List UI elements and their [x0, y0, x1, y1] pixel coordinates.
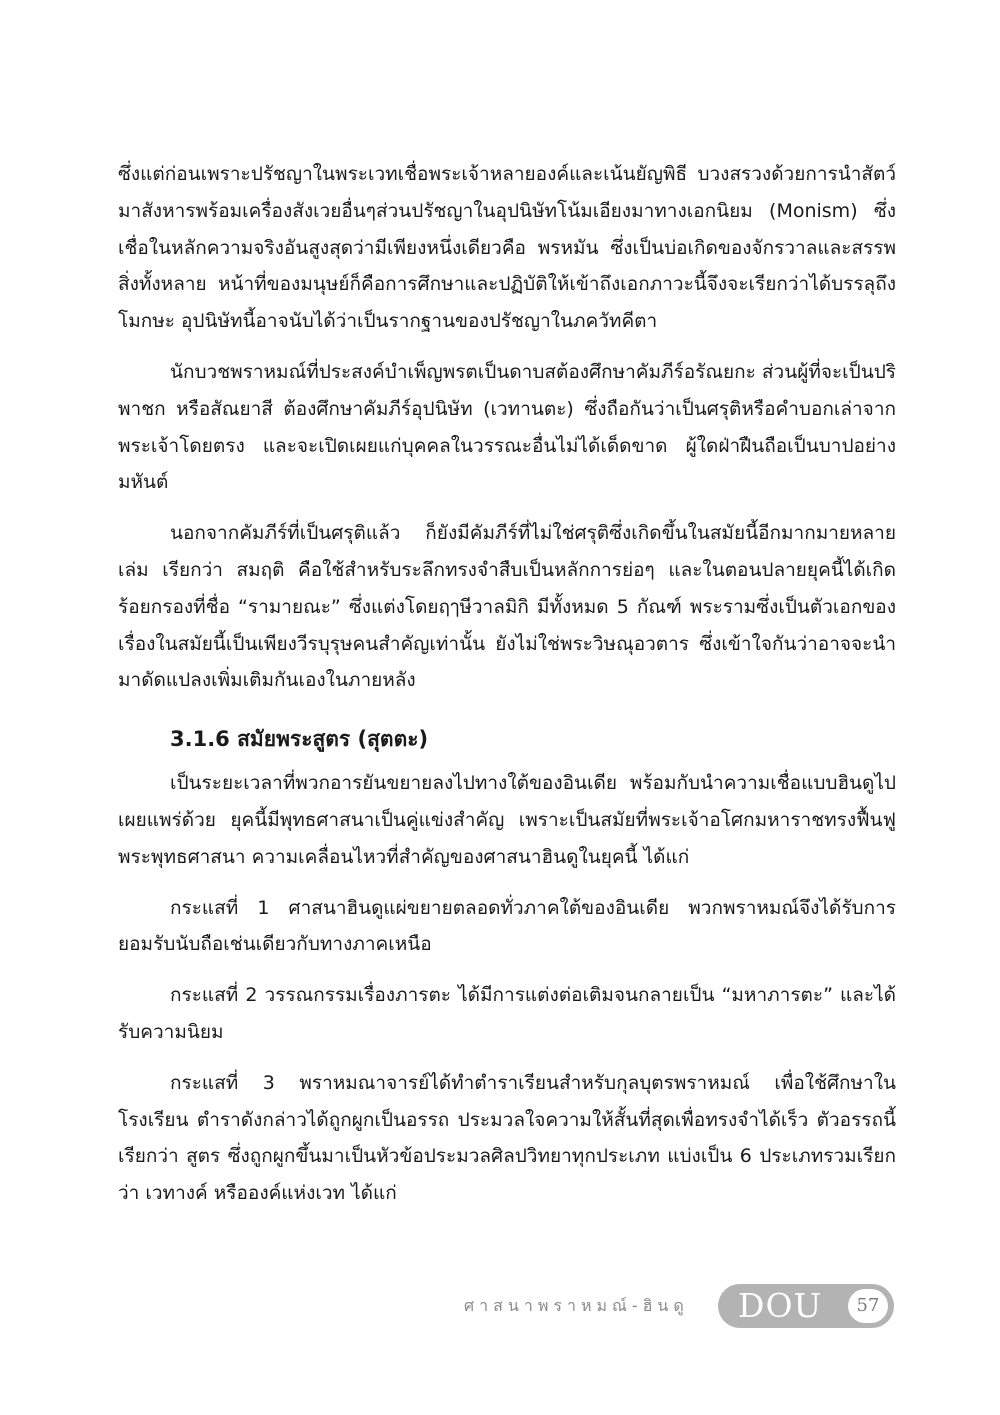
page-content	[118, 156, 896, 1226]
dou-page-badge	[718, 1284, 894, 1328]
body-paragraph-3: นอกจากคัมภีร์ที่เป็นศรุติแล้ว ก็ยังมีคัมภีร์ที่ไม่ใช่ศรุติซึ่งเกิดขึ้นในสมัยนี้อีกมากมายหลายเล่ม เรียกว่า สมฤติ คือใช้สำหรับระลึกทรงจำสืบเป็นหลักการย่อๆ และในตอนปลายยุคนี้ได้เกิดร้อยกรองที่ชื่อ “รามายณะ” ซึ่งแต่งโดยฤๅษีวาลมิกิ มีทั้งหมด 5 กัณฑ์ พระรามซึ่งเป็นตัวเอกของเรื่องในสมัยนี้เป็นเพียงวีรบุรุษคนสำคัญเท่านั้น ยังไม่ใช่พระวิษณุอวตาร ซึ่งเข้าใจกันว่าอาจจะนำมาดัดแปลงเพิ่มเติมกันเองในภายหลัง	[118, 522, 896, 692]
page-number: 57	[848, 1289, 888, 1323]
section-paragraph-2: กระแสที่ 1 ศาสนาฮินดูแผ่ขยายตลอดทั่วภาคใต้ของอินเดีย พวกพราหมณ์จึงได้รับการยอมรับนับถือเช่นเดียวกับทางภาคเหนือ	[118, 896, 896, 956]
body-paragraph-2: นักบวชพราหมณ์ที่ประสงค์บำเพ็ญพรตเป็นดาบสต้องศึกษาคัมภีร์อรัณยกะ ส่วนผู้ที่จะเป็นปริพาชก หรือสัณยาสี ต้องศึกษาคัมภีร์อุปนิษัท (เวทานตะ) ซึ่งถือกันว่าเป็นศรุติหรือคำบอกเล่าจากพระเจ้าโดยตรง และจะเปิดเผยแก่บุคคลในวรรณะอื่นไม่ได้เด็ดขาด ผู้ใดฝ่าฝืนถือเป็นบาปอย่างมหันต์	[118, 360, 896, 494]
section-paragraph-1: เป็นระยะเวลาที่พวกอารยันขยายลงไปทางใต้ของอินเดีย พร้อมกับนำความเชื่อแบบฮินดูไปเผยแพร่ด้วย ยุคนี้มีพุทธศาสนาเป็นคู่แข่งสำคัญ เพราะเป็นสมัยที่พระเจ้าอโศกมหาราชทรงฟื้นฟูพระพุทธศาสนา ความเคลื่อนไหวที่สำคัญของศาสนาฮินดูในยุคนี้ ได้แก่	[118, 772, 896, 868]
body-paragraph-1: ซึ่งแต่ก่อนเพราะปรัชญาในพระเวทเชื่อพระเจ้าหลายองค์และเน้นยัญพิธี บวงสรวงด้วยการนำสัตว์มาสังหารพร้อมเครื่องสังเวยอื่นๆส่วนปรัชญาในอุปนิษัทโน้มเอียงมาทางเอกนิยม (Monism) ซึ่งเชื่อในหลักความจริงอันสูงสุดว่ามีเพียงหนึ่งเดียวคือ พรหมัน ซึ่งเป็นบ่อเกิดของจักรวาลและสรรพสิ่งทั้งหลาย หน้าที่ของมนุษย์ก็คือการศึกษาและปฏิบัติให้เข้าถึงเอกภาวะนี้จึงจะเรียกว่าได้บรรลุถึงโมกษะ อุปนิษัทนี้อาจนับได้ว่าเป็นรากฐานของปรัชญาในภควัทคีตา	[118, 163, 896, 333]
section-paragraph-4: กระแสที่ 3 พราหมณาจารย์ได้ทำตำราเรียนสำหรับกุลบุตรพราหมณ์ เพื่อใช้ศึกษาในโรงเรียน ตำราดังกล่าวได้ถูกผูกเป็นอรรถ ประมวลใจความให้สั้นที่สุดเพื่อทรงจำได้เร็ว ตัวอรรถนี้เรียกว่า สูตร ซึ่งถูกผูกขึ้นมาเป็นหัวข้อประมวลศิลปวิทยาทุกประเภท แบ่งเป็น 6 ประเภทรวมเรียกว่า เวทางค์ หรือองค์แห่งเวท ได้แก่	[118, 1071, 896, 1205]
running-title: ศาสนาพราหมณ์-ฮินดู	[464, 1296, 689, 1315]
dou-logo: DOU	[738, 1286, 823, 1325]
section-heading: 3.1.6 สมัยพระสูตร (สุตตะ)	[170, 727, 429, 752]
section-paragraph-3: กระแสที่ 2 วรรณกรรมเรื่องภารตะ ได้มีการแต่งต่อเติมจนกลายเป็น “มหาภารตะ” และได้รับความนิยม	[118, 984, 896, 1043]
page-footer	[440, 1282, 900, 1332]
